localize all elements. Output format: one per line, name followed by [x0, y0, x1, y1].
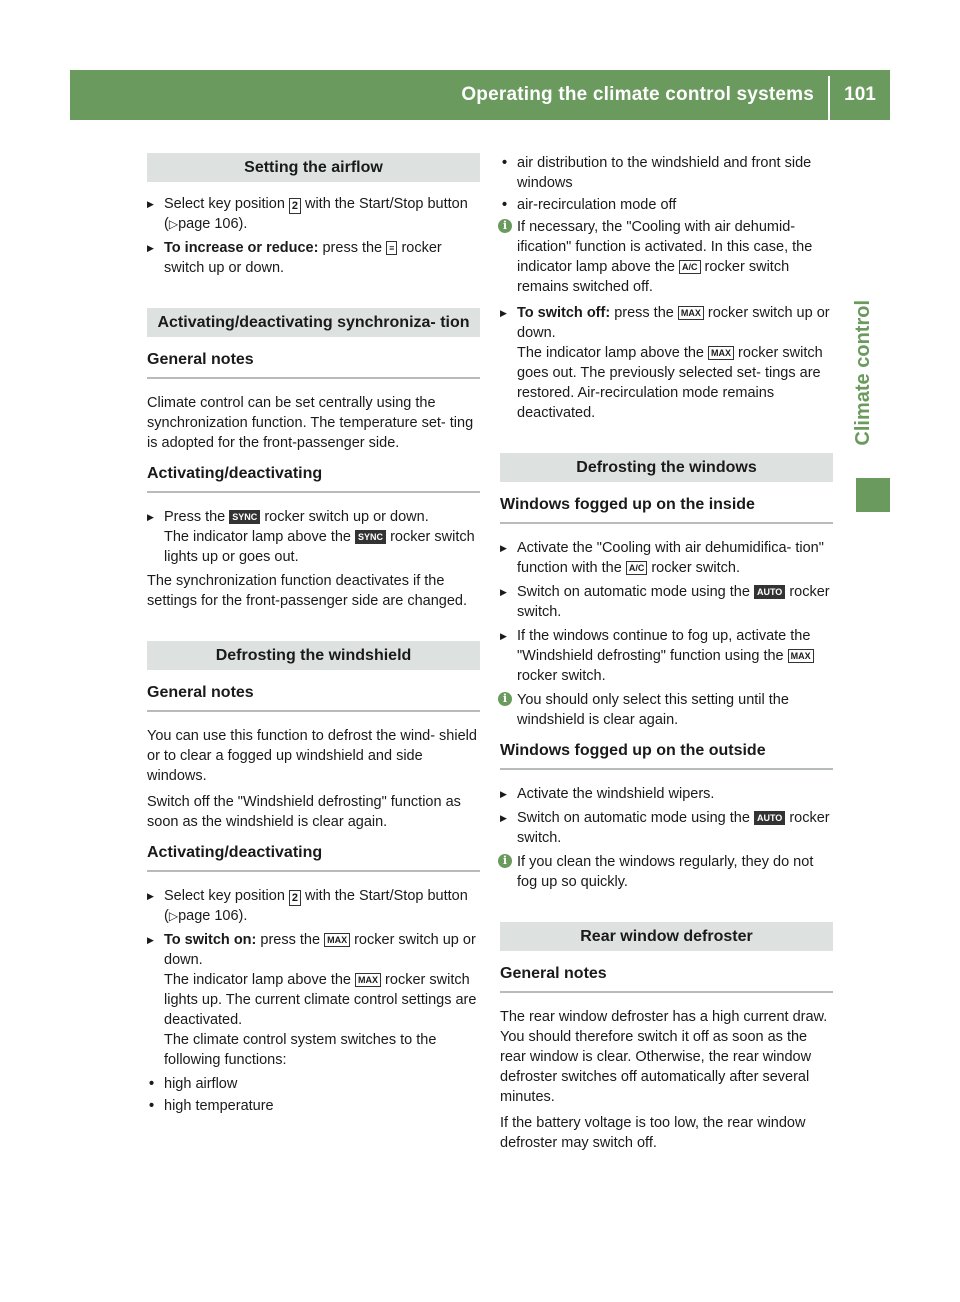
- section-heading-airflow: Setting the airflow: [147, 153, 480, 182]
- step-activate-wipers: ▶ Activate the windshield wipers.: [500, 784, 833, 804]
- key-position-icon: 2: [289, 198, 301, 214]
- info-note-clean-windows: i If you clean the windows regularly, they do not fog up so quickly.: [500, 852, 833, 892]
- step-activate-cooling: ▶ Activate the "Cooling with air dehumidifica- tion" function with the A/C rocker switch.: [500, 538, 833, 578]
- max-defrost-switch-icon: MAX: [708, 346, 734, 360]
- list-item: • high airflow: [147, 1074, 480, 1094]
- subheading-activating-windshield: Activating/deactivating: [147, 842, 480, 872]
- list-item: • high temperature: [147, 1096, 480, 1116]
- ac-switch-icon: A/C: [679, 260, 701, 274]
- sync-switch-icon: SYNC: [229, 510, 260, 524]
- sync-paragraph: Climate control can be set centrally using the synchronization function. The temperature set- ting is adopted for the front-passenger side.: [147, 395, 474, 451]
- right-column: [500, 153, 833, 1159]
- subheading-activating-sync: Activating/deactivating: [147, 463, 480, 493]
- info-icon: i: [498, 692, 512, 706]
- rear-paragraph-1: The rear window defroster has a high current draw. You should therefore switch it off as soon as the rear window is clear. Otherwise, the rear window defroster switches off automatically after several minutes.: [500, 1009, 828, 1105]
- airflow-switch-icon: ≡: [386, 241, 397, 255]
- step-switch-on: ▶ To switch on: press the MAX rocker switch up or down. The indicator lamp above the MAX rocker switch lights up. The current climate control settings are deactivated. The climate control system switches to the following functions:: [147, 930, 480, 1070]
- step-select-key-2: ▶ Select key position 2 with the Start/Stop button (▷page 106).: [147, 886, 480, 926]
- side-tab-marker: [856, 478, 890, 512]
- page-title: Operating the climate control systems: [461, 84, 814, 105]
- page-ref-icon: ▷: [168, 217, 179, 231]
- page-ref-icon: ▷: [168, 909, 179, 923]
- max-defrost-switch-icon: MAX: [788, 649, 814, 663]
- step-increase-reduce: ▶ To increase or reduce: press the ≡ rocker switch up or down.: [147, 238, 480, 278]
- max-defrost-switch-icon: MAX: [678, 306, 704, 320]
- section-heading-rear-defroster: Rear window defroster: [500, 922, 833, 951]
- step-windshield-defrosting: ▶ If the windows continue to fog up, activate the "Windshield defrosting" function using the MAX rocker switch.: [500, 626, 833, 686]
- subheading-fogged-inside: Windows fogged up on the inside: [500, 494, 833, 524]
- side-tab: [836, 120, 890, 460]
- step-automatic-mode: ▶ Switch on automatic mode using the AUTO rocker switch.: [500, 582, 833, 622]
- step-press-sync: ▶ Press the SYNC rocker switch up or down. The indicator lamp above the SYNC rocker switch lights up or goes out.: [147, 507, 480, 567]
- section-heading-windshield: Defrosting the windshield: [147, 641, 480, 670]
- section-heading-windows: Defrosting the windows: [500, 453, 833, 482]
- subheading-general-notes-rear: General notes: [500, 963, 833, 993]
- section-heading-sync: Activating/deactivating synchroniza- tion: [147, 308, 480, 337]
- sync-switch-icon: SYNC: [355, 530, 386, 544]
- max-defrost-switch-icon: MAX: [355, 973, 381, 987]
- subheading-general-notes-windshield: General notes: [147, 682, 480, 712]
- key-position-icon: 2: [289, 890, 301, 906]
- rear-paragraph-2: If the battery voltage is too low, the rear window defroster may switch off.: [500, 1115, 806, 1151]
- step-automatic-mode-2: ▶ Switch on automatic mode using the AUTO rocker switch.: [500, 808, 833, 848]
- page-number: 101: [844, 84, 876, 105]
- subheading-fogged-outside: Windows fogged up on the outside: [500, 740, 833, 770]
- subheading-general-notes-sync: General notes: [147, 349, 480, 379]
- auto-switch-icon: AUTO: [754, 585, 785, 599]
- info-icon: i: [498, 854, 512, 868]
- windshield-paragraph-2: Switch off the "Windshield defrosting" function as soon as the windshield is clear again.: [147, 794, 461, 830]
- side-tab-label: Climate control: [852, 300, 874, 446]
- max-defrost-switch-icon: MAX: [324, 933, 350, 947]
- info-note-windshield-clear: i You should only select this setting until the windshield is clear again.: [500, 690, 833, 730]
- sync-deactivate-paragraph: The synchronization function deactivates if the settings for the front-passenger side are changed.: [147, 573, 467, 609]
- step-switch-off: ▶ To switch off: press the MAX rocker switch up or down. The indicator lamp above the MAX rocker switch goes out. The previously selected set- tings are restored. Air-recirculation mode remains deactivated.: [500, 303, 833, 423]
- windshield-paragraph-1: You can use this function to defrost the wind- shield or to clear a fogged up windshield and side windows.: [147, 728, 477, 784]
- auto-switch-icon: AUTO: [754, 811, 785, 825]
- page-header: [70, 70, 890, 120]
- list-item: • air-recirculation mode off: [500, 195, 833, 215]
- info-icon: i: [498, 219, 512, 233]
- info-note-dehumid: i If necessary, the "Cooling with air dehumid- ification" function is activated. In this case, the indicator lamp above the A/C rocker switch remains switched off.: [500, 217, 833, 297]
- left-column: [147, 153, 480, 1118]
- ac-switch-icon: A/C: [626, 561, 648, 575]
- list-item: • air distribution to the windshield and front side windows: [500, 153, 833, 193]
- step-select-key: ▶ Select key position 2 with the Start/Stop button (▷page 106).: [147, 194, 480, 234]
